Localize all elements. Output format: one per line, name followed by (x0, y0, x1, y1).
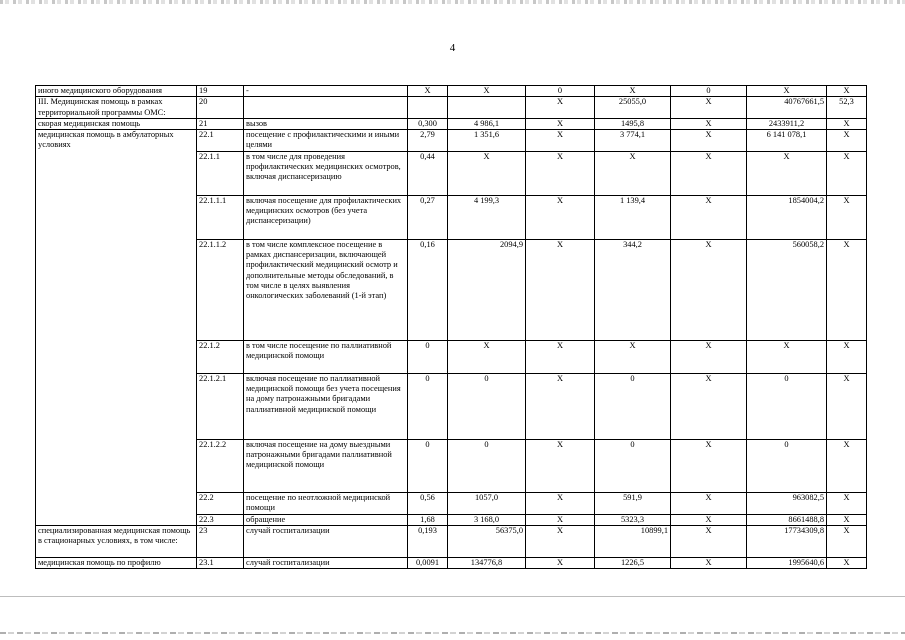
value-cell: 0 (408, 439, 448, 492)
value-cell: X (671, 439, 747, 492)
table-row (36, 118, 867, 129)
value-cell: X (827, 118, 867, 129)
value-cell: X (526, 195, 595, 239)
value-cell: X (827, 195, 867, 239)
value-cell: X (827, 514, 867, 525)
value-cell: X (595, 340, 671, 373)
unit-cell: обращение (244, 514, 408, 525)
value-cell: 2,79 (408, 130, 448, 152)
unit-cell: включая посещение на дому выездными патронажными бригадами паллиативной медицинской помощи (244, 439, 408, 492)
value-cell: X (827, 439, 867, 492)
row-name: иного медицинского оборудования (36, 86, 197, 97)
value-cell: 4 986,1 (448, 118, 526, 129)
row-number: 22.1 (197, 130, 244, 152)
value-cell: 0 (408, 373, 448, 439)
table-row (36, 86, 867, 97)
value-cell: X (526, 151, 595, 195)
value-cell: 1995640,6 (747, 558, 827, 569)
row-number: 22.1.1 (197, 151, 244, 195)
unit-cell: вызов (244, 118, 408, 129)
value-cell: X (747, 151, 827, 195)
value-cell (448, 97, 526, 119)
unit-cell: посещение по неотложной медицинской помощи (244, 492, 408, 514)
row-number: 22.1.2.1 (197, 373, 244, 439)
value-cell: 52,3 (827, 97, 867, 119)
value-cell: 1854004,2 (747, 195, 827, 239)
value-cell: X (526, 492, 595, 514)
value-cell: 0 (671, 86, 747, 97)
value-cell: X (671, 130, 747, 152)
value-cell: 0 (595, 373, 671, 439)
value-cell: 56375,0 (448, 526, 526, 558)
medical-care-volume-table (35, 85, 867, 569)
value-cell: 40767661,5 (747, 97, 827, 119)
value-cell: 963082,5 (747, 492, 827, 514)
value-cell: X (526, 514, 595, 525)
table-row (36, 130, 867, 152)
value-cell: 1,68 (408, 514, 448, 525)
value-cell: X (408, 86, 448, 97)
unit-cell: включая посещение по паллиативной медицинской помощи без учета посещения на дому патронажными бригадами паллиативной медицинской помощи (244, 373, 408, 439)
row-name: III. Медицинская помощь в рамках территориальной программы ОМС: (36, 97, 197, 119)
value-cell: 1 351,6 (448, 130, 526, 152)
value-cell: 5323,3 (595, 514, 671, 525)
value-cell: 0,56 (408, 492, 448, 514)
row-name: скорая медицинская помощь (36, 118, 197, 129)
row-number: 22.1.2 (197, 340, 244, 373)
value-cell: X (671, 239, 747, 340)
value-cell: 1 139,4 (595, 195, 671, 239)
row-number: 22.2 (197, 492, 244, 514)
scan-edge-top (0, 0, 905, 4)
value-cell: 0,44 (408, 151, 448, 195)
value-cell: X (827, 373, 867, 439)
value-cell: X (827, 239, 867, 340)
value-cell: 8661488,8 (747, 514, 827, 525)
value-cell: X (448, 86, 526, 97)
value-cell: 25055,0 (595, 97, 671, 119)
value-cell: X (595, 151, 671, 195)
row-name: специализированная медицинская помощь в стационарных условиях, в том числе: (36, 526, 197, 558)
value-cell: 560058,2 (747, 239, 827, 340)
row-number: 22.3 (197, 514, 244, 525)
value-cell: X (827, 130, 867, 152)
value-cell: X (448, 340, 526, 373)
row-number: 22.1.1.2 (197, 239, 244, 340)
value-cell: 1226,5 (595, 558, 671, 569)
value-cell: 0,0091 (408, 558, 448, 569)
value-cell: X (526, 526, 595, 558)
value-cell: X (526, 340, 595, 373)
value-cell: 17734309,8 (747, 526, 827, 558)
unit-cell: случай госпитализации (244, 558, 408, 569)
table-row (36, 558, 867, 569)
value-cell: 4 199,3 (448, 195, 526, 239)
value-cell: X (671, 97, 747, 119)
value-cell: X (827, 86, 867, 97)
row-number: 19 (197, 86, 244, 97)
table-row (36, 526, 867, 558)
value-cell: X (526, 558, 595, 569)
value-cell: X (671, 195, 747, 239)
value-cell: 0 (408, 340, 448, 373)
unit-cell: включая посещение для профилактических медицинских осмотров (без учета диспансеризации) (244, 195, 408, 239)
unit-cell: случай госпитализации (244, 526, 408, 558)
page-number: 4 (449, 42, 456, 54)
value-cell: X (526, 118, 595, 129)
value-cell: 10899,1 (595, 526, 671, 558)
value-cell: X (671, 492, 747, 514)
value-cell (408, 97, 448, 119)
value-cell: 134776,8 (448, 558, 526, 569)
row-number: 22.1.2.2 (197, 439, 244, 492)
scan-edge-bottom (0, 632, 905, 634)
unit-cell: в том числе для проведения профилактических медицинских осмотров, включая диспансеризацию (244, 151, 408, 195)
unit-cell: - (244, 86, 408, 97)
row-name: медицинская помощь по профилю (36, 558, 197, 569)
value-cell: 0,193 (408, 526, 448, 558)
value-cell: 344,2 (595, 239, 671, 340)
value-cell: 1057,0 (448, 492, 526, 514)
footer-divider (0, 596, 905, 597)
value-cell: X (526, 130, 595, 152)
value-cell: X (747, 86, 827, 97)
value-cell: 0 (747, 373, 827, 439)
value-cell: 0,27 (408, 195, 448, 239)
row-number: 23 (197, 526, 244, 558)
value-cell: 2094,9 (448, 239, 526, 340)
value-cell: 3 774,1 (595, 130, 671, 152)
value-cell: X (671, 340, 747, 373)
value-cell: X (747, 340, 827, 373)
value-cell: 6 141 078,1 (747, 130, 827, 152)
value-cell: 0 (448, 439, 526, 492)
value-cell: 0 (747, 439, 827, 492)
value-cell: X (448, 151, 526, 195)
value-cell: 0 (448, 373, 526, 439)
unit-cell (244, 97, 408, 119)
unit-cell: в том числе посещение по паллиативной медицинской помощи (244, 340, 408, 373)
row-number: 23.1 (197, 558, 244, 569)
value-cell: X (827, 558, 867, 569)
value-cell: X (827, 492, 867, 514)
value-cell: X (526, 373, 595, 439)
value-cell: X (671, 151, 747, 195)
value-cell: X (671, 118, 747, 129)
row-number: 21 (197, 118, 244, 129)
table-row (36, 97, 867, 119)
value-cell: 3 168,0 (448, 514, 526, 525)
value-cell: X (671, 373, 747, 439)
value-cell: 2433911,2 (747, 118, 827, 129)
value-cell: X (671, 526, 747, 558)
value-cell: 0,300 (408, 118, 448, 129)
value-cell: 1495,8 (595, 118, 671, 129)
value-cell: X (827, 340, 867, 373)
value-cell: 0 (526, 86, 595, 97)
value-cell: X (526, 97, 595, 119)
value-cell: X (595, 86, 671, 97)
unit-cell: в том числе комплексное посещение в рамках диспансеризации, включающей профилактический медицинский осмотр и дополнительные методы обследований, в том числе в целях выявления онкологических заболеваний (1-й этап) (244, 239, 408, 340)
value-cell: X (671, 558, 747, 569)
value-cell: 0 (595, 439, 671, 492)
value-cell: X (827, 151, 867, 195)
value-cell: 591,9 (595, 492, 671, 514)
row-number: 20 (197, 97, 244, 119)
value-cell: X (827, 526, 867, 558)
unit-cell: посещение с профилактическими и иными целями (244, 130, 408, 152)
value-cell: X (526, 239, 595, 340)
value-cell: X (526, 439, 595, 492)
row-number: 22.1.1.1 (197, 195, 244, 239)
value-cell: 0,16 (408, 239, 448, 340)
value-cell: X (671, 514, 747, 525)
row-name: медицинская помощь в амбулаторных условиях (36, 130, 197, 526)
